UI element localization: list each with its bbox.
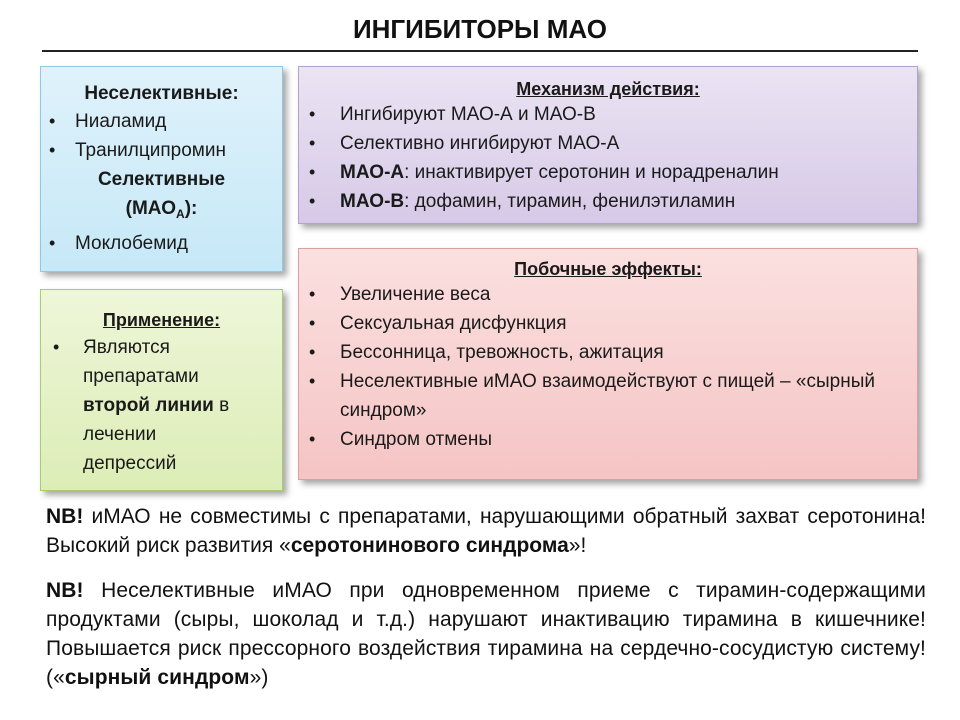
list-item: • Увеличение веса	[299, 280, 877, 309]
application-heading: Применение:	[102, 310, 221, 330]
application-item	[41, 333, 254, 478]
side-effects-box	[298, 248, 918, 480]
side-effects-list	[299, 280, 917, 454]
list-item	[299, 129, 917, 158]
page-title: ИНГИБИТОРЫ МАО	[352, 14, 608, 44]
list-item: • Неселективные иМАО взаимодействуют с пищей – «сырный синдром»	[299, 367, 877, 425]
mechanism-heading: Механизм действия:	[516, 79, 700, 99]
list-item: • Сексуальная дисфункция	[299, 309, 877, 338]
item-text: Селективно ингибируют МАО-А	[340, 133, 620, 154]
application-list	[41, 333, 282, 478]
nb-text-2: »)	[249, 666, 269, 689]
title-divider	[42, 50, 918, 52]
list-item	[299, 158, 917, 187]
list-item: • Транилципромин	[41, 136, 282, 165]
application-box	[40, 289, 283, 491]
item-text: : инактивирует серотонин и норадреналин	[404, 162, 779, 183]
item-bold: МАО-А	[340, 162, 405, 183]
list-item: • Ниаламид	[41, 107, 282, 136]
selective-sub-index: A	[176, 207, 185, 221]
application-text-bold: второй линии	[83, 395, 214, 416]
list-item	[299, 100, 917, 129]
list-item: • Синдром отмены	[299, 425, 877, 454]
inhibitor-types-box	[40, 66, 283, 272]
mechanism-list	[299, 100, 917, 216]
nb-note-cheese	[46, 576, 926, 692]
nb-text-1: Неселективные иМАО при одновременном приеме с тирамин-содержащими продуктами (сыры, шоколад и т.д.) нарушают инактивацию тирамина в кишечнике! Повышается риск прессорного воздействия тирамина на сердечно-сосудистую систему! («	[46, 579, 926, 689]
selective-sub-prefix: (МАО	[125, 198, 177, 219]
nb-text-1: иМАО не совместимы с препаратами, нарушающими обратный захват серотонина! Высокий риск развития «	[46, 505, 926, 557]
nonselective-list	[41, 107, 282, 165]
nonselective-heading: Неселективные:	[84, 83, 239, 104]
nb-bold: серотонинового синдрома	[290, 534, 569, 557]
nb-text-2: »!	[568, 534, 587, 557]
item-bold: МАО-В	[340, 191, 405, 212]
application-text-1: Являются препаратами	[83, 337, 199, 387]
list-item: • Бессонница, тревожность, ажитация	[299, 338, 877, 367]
side-effects-heading: Побочные эффекты:	[514, 259, 702, 279]
selective-subheading	[41, 194, 282, 229]
mechanism-box	[298, 66, 918, 224]
selective-list	[41, 229, 282, 258]
item-text: Ингибируют МАО-А и МАО-В	[340, 104, 596, 125]
selective-heading: Селективные	[97, 169, 226, 190]
list-item: • Моклобемид	[41, 229, 282, 258]
selective-sub-suffix: ):	[184, 198, 198, 219]
item-text: : дофамин, тирамин, фенилэтиламин	[404, 191, 736, 212]
nb-bold: сырный синдром	[64, 666, 250, 689]
list-item	[299, 187, 917, 216]
nb-note-serotonin	[46, 502, 926, 560]
application-text-2: в лечении депрессий	[83, 395, 230, 474]
nb-label: NB!	[46, 505, 84, 528]
nb-label: NB!	[46, 579, 84, 602]
